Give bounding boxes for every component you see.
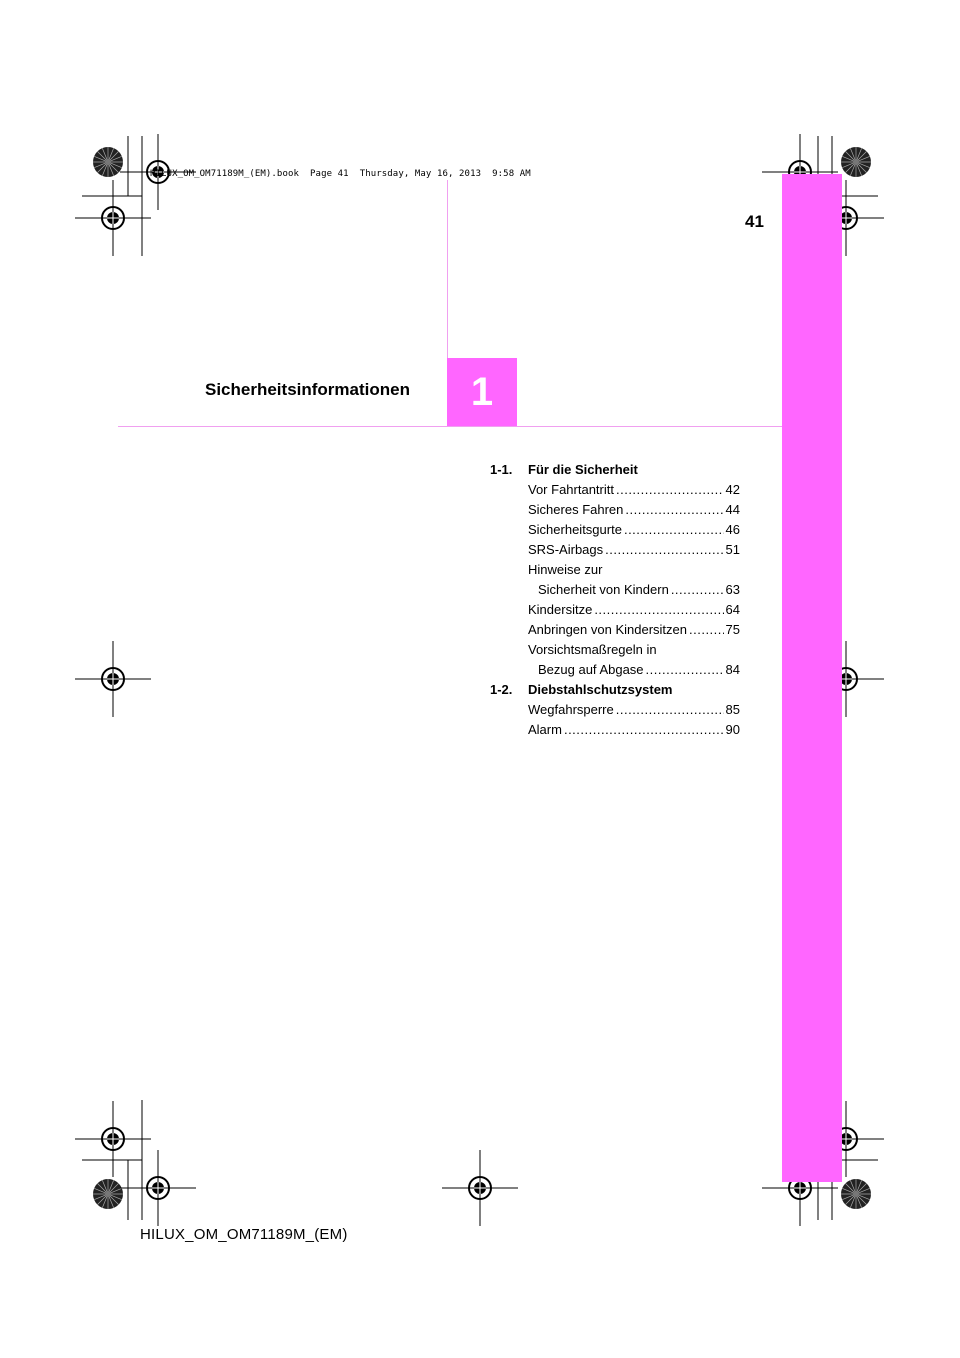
leader-dots xyxy=(624,520,724,540)
toc-entry[interactable] xyxy=(528,600,740,620)
target-mark xyxy=(75,1101,151,1177)
leader-dots xyxy=(671,580,724,600)
toc-entry[interactable] xyxy=(528,640,740,680)
entry-title: Sicherheitsgurte xyxy=(528,522,622,537)
section-title: Diebstahlschutzsystem xyxy=(528,682,673,697)
target-mark xyxy=(75,180,151,256)
toc-section-heading[interactable] xyxy=(490,680,740,700)
entry-title: Wegfahrsperre xyxy=(528,702,614,717)
starburst-mark-bottom-left xyxy=(93,1179,123,1209)
target-mark xyxy=(442,1150,518,1226)
entry-page: 51 xyxy=(725,542,740,557)
print-header-line: HILUX_OM_OM71189M_(EM).book Page 41 Thursday, May 16, 2013 9:58 AM xyxy=(150,169,531,179)
entry-title: Alarm xyxy=(528,722,562,737)
toc-entry[interactable] xyxy=(528,520,740,540)
entry-page: 75 xyxy=(725,622,740,637)
document-code-footer: HILUX_OM_OM71189M_(EM) xyxy=(140,1226,348,1243)
leader-dots xyxy=(616,480,724,500)
chapter-title: Sicherheitsinformationen xyxy=(205,380,410,399)
entry-page: 64 xyxy=(725,602,740,617)
starburst-mark-bottom-right xyxy=(841,1179,871,1209)
leader-dots xyxy=(564,720,724,740)
chapter-vertical-rule xyxy=(447,180,448,358)
entry-title: Vorsichtsmaßregeln in xyxy=(528,642,657,657)
entry-page: 63 xyxy=(725,582,740,597)
entry-title: Anbringen von Kindersitzen xyxy=(528,622,687,637)
leader-dots xyxy=(689,620,724,640)
entry-page: 84 xyxy=(725,662,740,677)
entry-page: 44 xyxy=(725,502,740,517)
toc-entry[interactable] xyxy=(528,620,740,640)
entry-title: Vor Fahrtantritt xyxy=(528,482,614,497)
entry-page: 42 xyxy=(725,482,740,497)
toc-entry[interactable] xyxy=(528,500,740,520)
section-number: 1-2. xyxy=(490,682,513,697)
leader-dots xyxy=(594,600,723,620)
chapter-side-tab xyxy=(782,174,842,1182)
toc-entry[interactable] xyxy=(528,720,740,740)
toc-entry[interactable] xyxy=(528,540,740,560)
target-mark xyxy=(75,641,151,717)
starburst-mark-top-right xyxy=(841,147,871,177)
leader-dots xyxy=(646,660,724,680)
toc-entry[interactable] xyxy=(528,560,740,600)
entry-page: 90 xyxy=(725,722,740,737)
starburst-mark-top-left xyxy=(93,147,123,177)
chapter-horizontal-rule xyxy=(118,426,782,427)
chapter-number: 1 xyxy=(470,369,494,414)
leader-dots xyxy=(625,500,723,520)
entry-title: SRS-Airbags xyxy=(528,542,604,557)
entry-title: Hinweise zur xyxy=(528,562,603,577)
entry-title: Kindersitze xyxy=(528,602,593,617)
section-title: Für die Sicherheit xyxy=(528,462,638,477)
entry-title-continued: Bezug auf Abgase xyxy=(538,662,644,677)
toc-entry[interactable] xyxy=(528,700,740,720)
entry-page: 85 xyxy=(725,702,740,717)
table-of-contents xyxy=(490,460,740,740)
entry-page: 46 xyxy=(725,522,740,537)
chapter-number-box xyxy=(447,358,517,426)
toc-entry[interactable] xyxy=(528,480,740,500)
entry-title: Sicheres Fahren xyxy=(528,502,624,517)
leader-dots xyxy=(605,540,723,560)
entry-title-continued: Sicherheit von Kindern xyxy=(538,582,669,597)
section-number: 1-1. xyxy=(490,462,513,477)
page-number: 41 xyxy=(745,212,764,231)
target-mark xyxy=(120,1150,196,1226)
leader-dots xyxy=(616,700,724,720)
toc-section-heading[interactable] xyxy=(490,460,740,480)
